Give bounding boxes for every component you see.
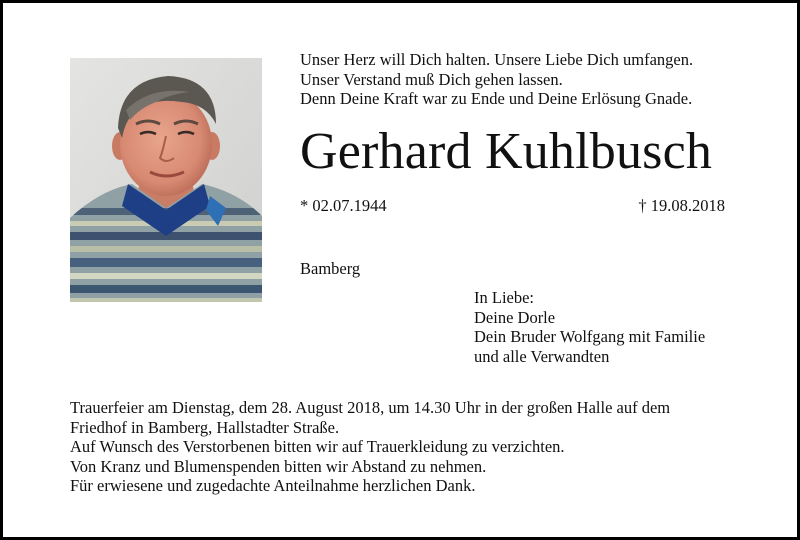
notice-line: Für erwiesene und zugedachte Anteilnahme herzlichen Dank.: [70, 476, 476, 495]
death-date: † 19.08.2018: [638, 196, 725, 215]
notice-line: Friedhof in Bamberg, Hallstadter Straße.: [70, 417, 340, 437]
poem-line: Denn Deine Kraft war zu Ende und Deine Erlösung Gnade.: [300, 89, 693, 108]
portrait-photo: [70, 58, 262, 302]
mourners-line: und alle Verwandten: [474, 346, 610, 366]
mourners-line: In Liebe:: [474, 288, 535, 307]
notice-line: Von Kranz und Blumenspenden bitten wir Abstand zu nehmen.: [70, 456, 487, 476]
funeral-notice: [70, 398, 670, 496]
mourners-line: Dein Bruder Wolfgang mit Familie: [474, 327, 706, 346]
mourners-line: Deine Dorle: [474, 307, 556, 327]
place-of-residence: Bamberg: [300, 259, 361, 278]
poem: [300, 50, 693, 109]
mourners-list: [474, 288, 705, 366]
deceased-name: Gerhard Kuhlbusch: [300, 123, 713, 180]
portrait-image: [70, 58, 262, 302]
notice-line: Trauerfeier am Dienstag, dem 28. August 2018, um 14.30 Uhr in der großen Halle auf dem: [70, 398, 671, 417]
birth-date: * 02.07.1944: [300, 196, 387, 215]
poem-line: Unser Herz will Dich halten. Unsere Liebe Dich umfangen.: [300, 50, 694, 69]
poem-line: Unser Verstand muß Dich gehen lassen.: [300, 69, 563, 89]
notice-line: Auf Wunsch des Verstorbenen bitten wir auf Trauerkleidung zu verzichten.: [70, 437, 565, 456]
